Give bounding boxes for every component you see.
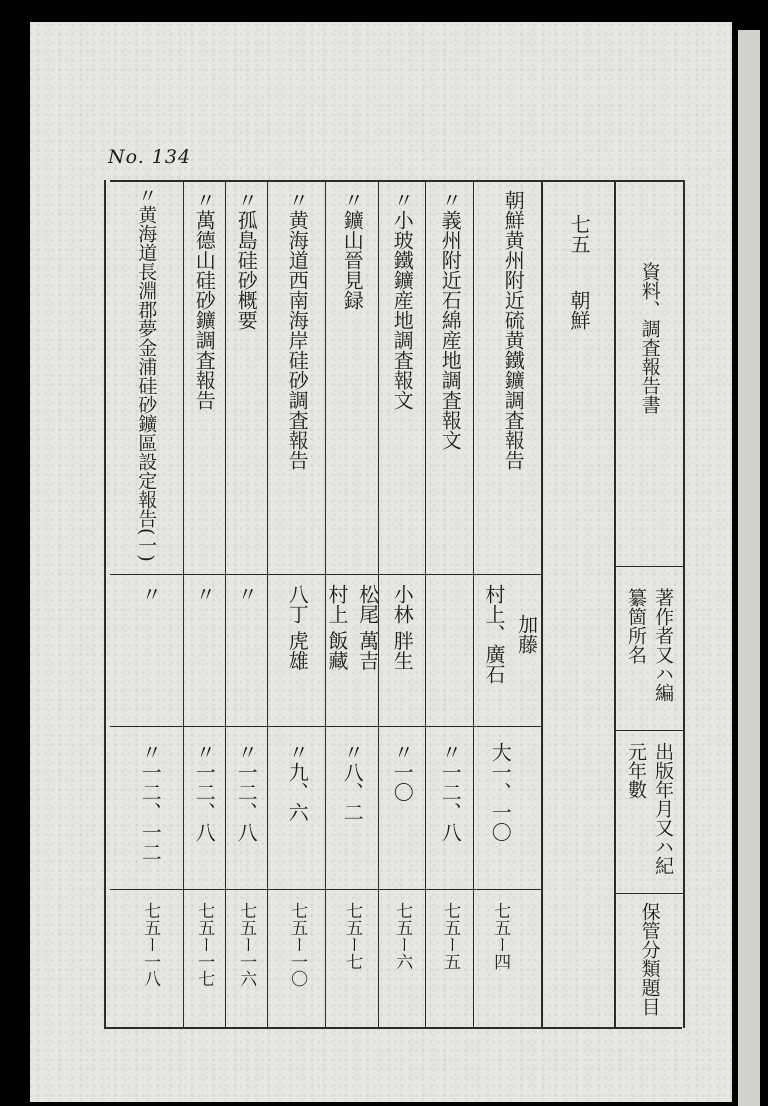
entry-author xyxy=(186,584,222,604)
entry-date-text: 〃八、二 xyxy=(340,742,365,822)
row-separator xyxy=(267,180,268,1028)
entry-author-primary: 小林 胖生 xyxy=(390,584,415,671)
entry-date xyxy=(332,742,372,822)
entry-title xyxy=(228,190,264,330)
row-separator xyxy=(225,180,226,1028)
entry-title xyxy=(277,190,317,470)
entry-code xyxy=(186,902,222,987)
header-category-title xyxy=(632,262,666,414)
table-left-border xyxy=(104,180,106,1028)
entry-title-text: 〃黄海道西南海岸硅砂調査報告 xyxy=(285,190,310,470)
entry-code xyxy=(332,902,372,970)
entry-code-text: 七五ー五 xyxy=(440,902,461,970)
entry-author xyxy=(382,584,422,670)
entry-title-text: 〃孤島硅砂概要 xyxy=(234,190,259,330)
entry-author-secondary: 松尾 萬吉 xyxy=(355,584,380,671)
entry-title-text: 〃鑛山晉見録 xyxy=(340,190,365,310)
entry-code xyxy=(382,902,422,970)
entry-code-text: 七五ー六 xyxy=(392,902,413,970)
section-number-text: 七五 xyxy=(567,214,592,254)
header-rule-3 xyxy=(614,893,684,894)
entry-date xyxy=(186,742,222,842)
header-category-text: 資料、調査報告書 xyxy=(638,262,661,414)
entry-date-text: 〃一二、一二 xyxy=(138,742,163,862)
entry-date-text: 大一、一〇 xyxy=(488,742,513,842)
entry-title-text: 〃小玻鐵鑛産地調査報文 xyxy=(390,190,415,410)
entry-code-text: 七五ー四 xyxy=(490,902,511,970)
entry-date xyxy=(277,742,317,822)
entry-date-text: 〃一〇 xyxy=(390,742,415,802)
header-storage-text: 保管分類題目 xyxy=(638,902,661,1016)
entry-title-text: 〃黄海道長淵郡夢金浦硅砂鑛區設定報告(一) xyxy=(135,186,158,562)
entry-code xyxy=(430,902,470,970)
entry-code-text: 七五ー一〇 xyxy=(287,902,308,987)
entry-title xyxy=(186,190,222,410)
page-edge xyxy=(738,30,760,1106)
entry-code-text: 七五ー一六 xyxy=(236,902,257,987)
header-rule-1 xyxy=(614,566,684,567)
entry-author-primary: 〃 xyxy=(234,584,259,604)
entry-title xyxy=(493,190,533,470)
table-bottom-border xyxy=(104,1027,682,1029)
entry-date-text: 〃一二、八 xyxy=(438,742,463,842)
entry-date-text: 〃一二、八 xyxy=(234,742,259,842)
entry-title-text: 朝鮮黄州附近硫黄鐵鑛調査報告 xyxy=(501,190,526,470)
entry-date xyxy=(382,742,422,802)
entry-date xyxy=(130,742,170,862)
author-date-rule xyxy=(110,726,542,727)
entry-author xyxy=(130,584,170,604)
entry-code xyxy=(130,902,170,987)
entry-date-text: 〃九、六 xyxy=(285,742,310,822)
table-top-border xyxy=(110,180,685,182)
header-author-col xyxy=(620,588,678,718)
entry-title xyxy=(430,190,470,450)
entry-author xyxy=(325,584,380,671)
row-separator xyxy=(183,180,184,1028)
entry-author xyxy=(480,584,540,684)
entry-code xyxy=(480,902,520,970)
header-date-text: 出版年月又ハ紀元年數 xyxy=(625,742,675,875)
entry-title xyxy=(382,190,422,410)
entry-code-text: 七五ー一七 xyxy=(194,902,215,987)
row-separator xyxy=(425,180,426,1028)
entry-date xyxy=(480,742,520,842)
entry-author-primary: 村上 飯藏 xyxy=(325,584,349,671)
title-author-rule xyxy=(110,574,542,575)
entry-author-primary: 八丁 虎雄 xyxy=(285,584,310,671)
header-storage-col xyxy=(620,902,678,1022)
entry-author-secondary: 加藤 xyxy=(514,614,539,654)
entry-author-primary: 〃 xyxy=(192,584,217,604)
entry-code xyxy=(277,902,317,987)
entry-code-text: 七五ー一八 xyxy=(140,902,161,987)
table-right-border xyxy=(683,180,685,1028)
entry-title-text: 〃萬德山硅砂鑛調査報告 xyxy=(192,190,217,410)
entry-author-primary: 村上、廣石 xyxy=(482,584,506,684)
entry-author xyxy=(228,584,264,604)
section-number xyxy=(562,214,596,254)
entry-title-text: 〃義州附近石綿産地調査報文 xyxy=(438,190,463,450)
entry-date xyxy=(228,742,264,842)
entry-title xyxy=(112,186,180,568)
header-author-text: 著作者又ハ編纂箇所名 xyxy=(625,588,675,702)
entry-date-text: 〃一二、八 xyxy=(192,742,217,842)
date-code-rule xyxy=(110,889,542,890)
entry-author-primary: 〃 xyxy=(138,584,163,604)
header-date-col xyxy=(620,742,678,877)
section-name xyxy=(562,290,596,330)
header-rule-2 xyxy=(614,730,684,731)
entry-code-text: 七五ー七 xyxy=(342,902,363,970)
page-number: No. 134 xyxy=(108,146,192,168)
entry-date xyxy=(430,742,470,842)
entry-code xyxy=(228,902,264,987)
section-name-text: 朝鮮 xyxy=(567,290,591,330)
entry-title xyxy=(332,190,372,310)
entry-author xyxy=(277,584,317,670)
row-separator xyxy=(473,180,474,1028)
